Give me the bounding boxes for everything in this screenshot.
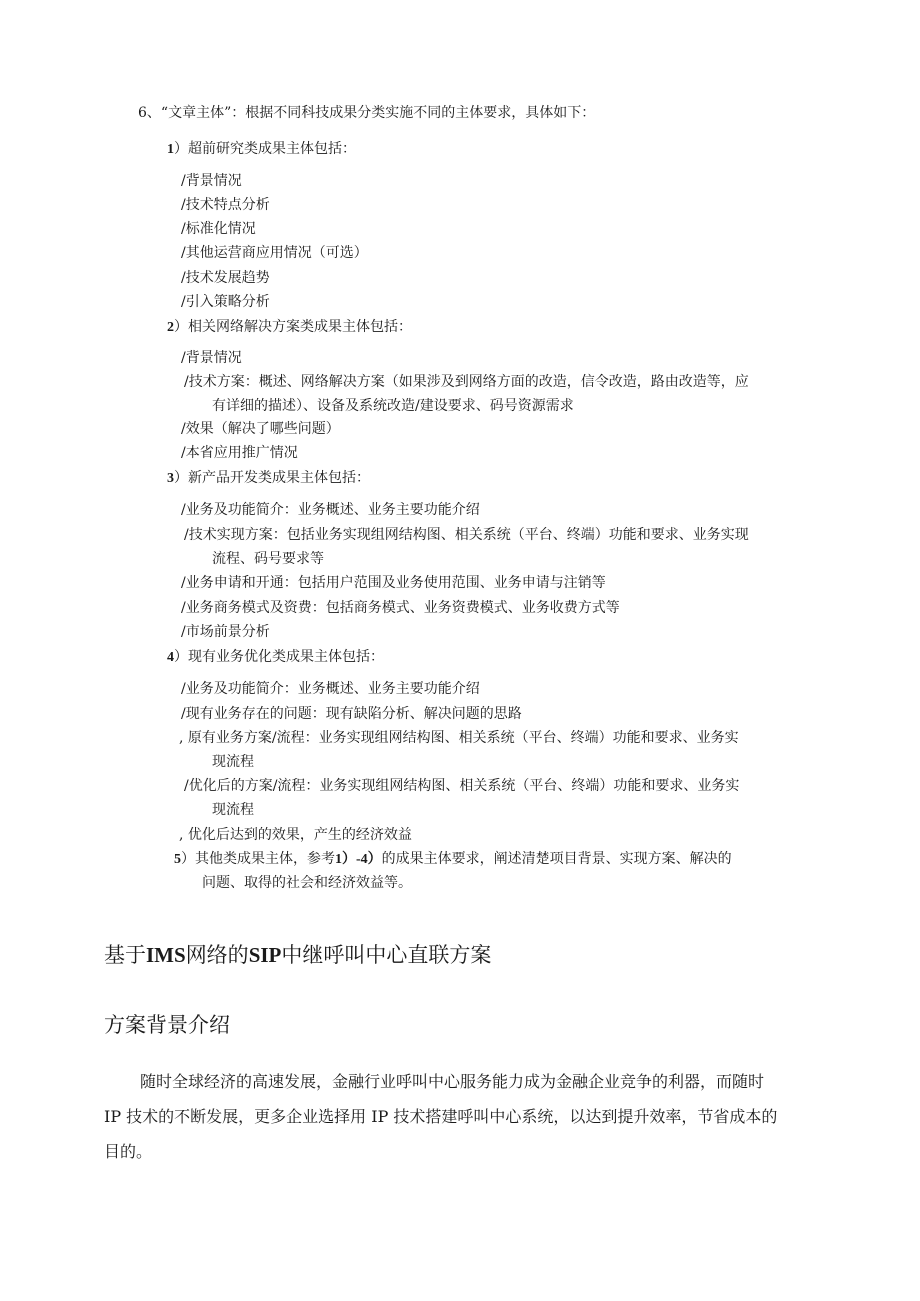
intro-number: 6、 (138, 105, 161, 121)
paragraph-line: 随时全球经济的高速发展，金融行业呼叫中心服务能力成为金融企业竞争的利器，而随时 (140, 1072, 765, 1091)
list-item: /背景情况 (181, 173, 242, 189)
section-5-text-2: 的成果主体要求，阐述清楚项目背景、实现方案、解决的 (381, 851, 732, 867)
title-part: 网络的 (185, 943, 249, 967)
list-item: /标准化情况 (181, 221, 256, 237)
title-ims: IMS (146, 943, 186, 967)
list-item-continuation: 现流程 (212, 754, 254, 770)
section-heading-text: ）现有业务优化类成果主体包括： (174, 649, 384, 665)
section-5-reference: 1）-4） (335, 852, 382, 867)
list-item: /业务及功能简介：业务概述、业务主要功能介绍 (181, 681, 480, 697)
list-item-continuation: 流程、码号要求等 (212, 551, 324, 567)
list-item: , 原有业务方案/流程：业务实现组网结构图、相关系统（平台、终端）功能和要求、业务实 (179, 730, 739, 746)
section-5-continuation: 问题、取得的社会和经济效益等。 (202, 875, 412, 891)
intro-text: “文章主体”：根据不同科技成果分类实施不同的主体要求，具体如下： (160, 105, 596, 121)
paragraph-line: IP 技术的不断发展，更多企业选择用 IP 技术搭建呼叫中心系统，以达到提升效率，节省成本的 (104, 1107, 778, 1126)
document-title (104, 941, 491, 969)
list-item: /业务及功能简介：业务概述、业务主要功能介绍 (181, 502, 480, 518)
section-2-heading (167, 318, 412, 337)
list-item: /市场前景分析 (181, 624, 270, 640)
list-item: /技术方案：概述、网络解决方案（如果涉及到网络方面的改造，信令改造，路由改造等，应 (184, 374, 749, 390)
list-item: /技术特点分析 (181, 197, 270, 213)
section-number: 2 (167, 320, 174, 335)
section-4-heading (167, 648, 384, 667)
list-item: /现有业务存在的问题：现有缺陷分析、解决问题的思路 (181, 706, 522, 722)
list-item: /业务商务模式及资费：包括商务模式、业务资费模式、业务收费方式等 (181, 600, 620, 616)
list-item: /技术发展趋势 (181, 270, 270, 286)
list-item: /背景情况 (181, 350, 242, 366)
section-5-line (174, 850, 732, 869)
list-item: /业务申请和开通：包括用户范围及业务使用范围、业务申请与注销等 (181, 575, 606, 591)
title-sip: SIP (248, 943, 282, 967)
section-heading-text: ）超前研究类成果主体包括： (174, 141, 356, 157)
list-item: /优化后的方案/流程：业务实现组网结构图、相关系统（平台、终端）功能和要求、业务实 (184, 778, 740, 794)
paragraph-line: 目的。 (104, 1142, 153, 1161)
intro-line (138, 104, 595, 122)
list-item: /效果（解决了哪些问题） (181, 421, 340, 437)
section-number: 4 (167, 650, 174, 665)
section-5-text-1: ）其他类成果主体，参考 (181, 851, 335, 867)
title-part: 基于 (104, 943, 146, 967)
section-heading-text: ）新产品开发类成果主体包括： (174, 470, 370, 486)
list-item: /技术实现方案：包括业务实现组网结构图、相关系统（平台、终端）功能和要求、业务实现 (184, 527, 749, 543)
section-heading-text: ）相关网络解决方案类成果主体包括： (174, 319, 412, 335)
title-part: 中继呼叫中心直联方案 (281, 943, 492, 967)
section-subtitle: 方案背景介绍 (104, 1013, 230, 1037)
section-number: 5 (174, 852, 181, 867)
list-item: /本省应用推广情况 (181, 445, 298, 461)
list-item: /引入策略分析 (181, 294, 270, 310)
section-1-heading (167, 140, 356, 159)
section-number: 3 (167, 471, 174, 486)
list-item: /其他运营商应用情况（可选） (181, 245, 368, 261)
section-3-heading (167, 469, 370, 488)
list-item: , 优化后达到的效果，产生的经济效益 (179, 827, 412, 843)
section-number: 1 (167, 142, 174, 157)
list-item-continuation: 现流程 (212, 802, 254, 818)
list-item-continuation: 有详细的描述）、设备及系统改造/建设要求、码号资源需求 (212, 398, 574, 414)
